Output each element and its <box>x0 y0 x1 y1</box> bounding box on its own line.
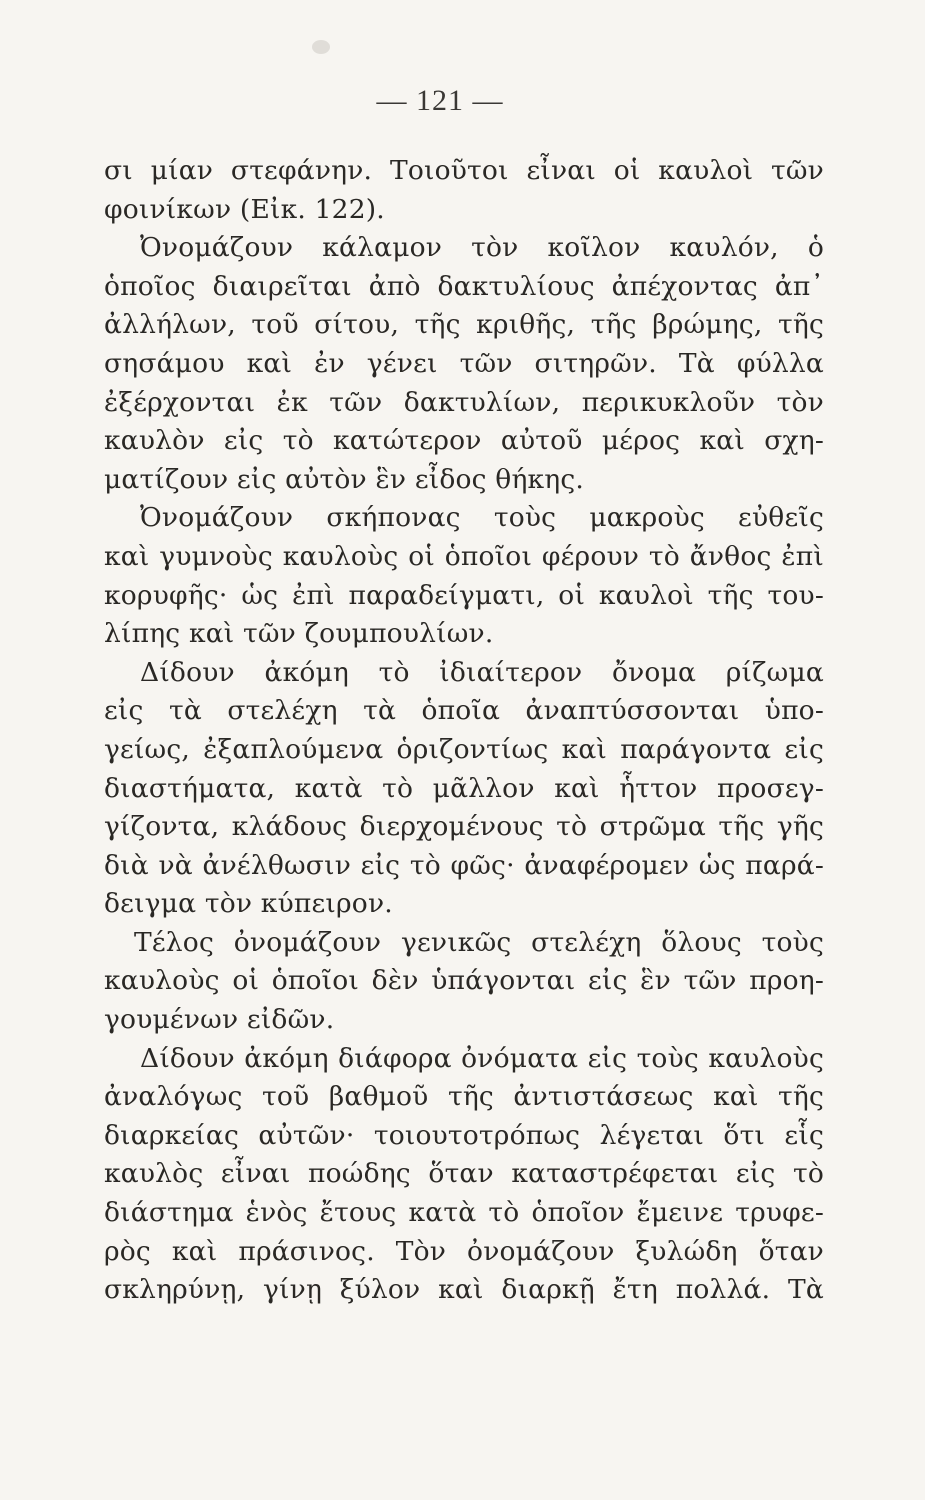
text-line: Δίδουν ἀκόμη διάφορα ὀνόματα εἰς τοὺς καυλοὺς <box>140 1042 824 1074</box>
text-line: Ὀνομάζουν κάλαμον τὸν κοῖλον καυλόν, ὁ <box>140 232 824 264</box>
text-line: ὁποῖος διαιρεῖται ἀπὸ δακτυλίους ἀπέχοντας ἀπ᾽ <box>104 270 824 302</box>
text-line: Δίδουν ἀκόμη τὸ ἰδιαίτερον ὄνομα ρίζωμα <box>140 656 824 688</box>
text-line: σι μίαν στεφάνην. Τοιοῦτοι εἶναι οἱ καυλοὶ τῶν <box>104 155 824 186</box>
text-line: καυλὸς εἶναι ποώδης ὅταν καταστρέφεται εἰς τὸ <box>104 1158 824 1190</box>
text-line: ἐξέρχονται ἐκ τῶν δακτυλίων, περικυκλοῦν τὸν <box>104 386 824 418</box>
text-line: γουμένων εἰδῶν. <box>104 1004 335 1036</box>
text-line: φοινίκων (Εἰκ. 122). <box>104 193 385 225</box>
text-line: σκληρύνῃ, γίνῃ ξύλον καὶ διαρκῇ ἔτη πολλά. Τὰ <box>104 1274 824 1306</box>
text-line: ματίζουν εἰς αὐτὸν ἓν εἶδος θήκης. <box>104 463 585 495</box>
ink-smudge <box>312 40 330 54</box>
text-line: διαρκείας αὐτῶν· τοιουτοτρόπως λέγεται ὅτι εἷς <box>104 1119 824 1151</box>
text-line: Ὀνομάζουν σκήπονας τοὺς μακροὺς εὐθεῖς <box>140 502 824 534</box>
text-line: διάστημα ἑνὸς ἔτους κατὰ τὸ ὁποῖον ἔμεινε τρυφε- <box>104 1197 824 1229</box>
text-line: καυλοὺς οἱ ὁποῖοι δὲν ὑπάγονται εἰς ἓν τῶν προη- <box>104 965 824 997</box>
text-line: γείως, ἐξαπλούμενα ὁριζοντίως καὶ παράγοντα εἰς <box>104 733 824 765</box>
text-line: Τέλος ὀνομάζουν γενικῶς στελέχη ὅλους τοὺς <box>134 926 824 958</box>
text-line: καυλὸν εἰς τὸ κατώτερον αὐτοῦ μέρος καὶ σχη- <box>104 425 824 457</box>
text-line: ρὸς καὶ πράσινος. Τὸν ὀνομάζουν ξυλώδη ὅταν <box>104 1235 824 1267</box>
text-line: λίπης καὶ τῶν ζουμπουλίων. <box>104 618 494 650</box>
text-line: διαστήματα, κατὰ τὸ μᾶλλον καὶ ἧττον προσεγ- <box>104 772 824 804</box>
text-line: καὶ γυμνοὺς καυλοὺς οἱ ὁποῖοι φέρουν τὸ ἄνθος ἐπὶ <box>104 540 824 572</box>
text-line: δειγμα τὸν κύπειρον. <box>104 888 393 920</box>
text-line: ἀναλόγως τοῦ βαθμοῦ τῆς ἀντιστάσεως καὶ τῆς <box>104 1081 824 1113</box>
text-line: ἀλλήλων, τοῦ σίτου, τῆς κριθῆς, τῆς βρώμης, τῆς <box>104 309 824 341</box>
text-line: διὰ νὰ ἀνέλθωσιν εἰς τὸ φῶς· ἀναφέρομεν ὡς παρά- <box>104 849 824 881</box>
text-line: κορυφῆς· ὡς ἐπὶ παραδείγματι, οἱ καυλοὶ τῆς του- <box>104 579 824 611</box>
text-line: εἰς τὰ στελέχη τὰ ὁποῖα ἀναπτύσσονται ὑπο- <box>104 695 824 727</box>
body-text <box>104 152 824 1310</box>
text-line: γίζοντα, κλάδους διερχομένους τὸ στρῶμα τῆς γῆς <box>104 811 824 843</box>
text-line: σησάμου καὶ ἐν γένει τῶν σιτηρῶν. Τὰ φύλλα <box>104 347 824 379</box>
page-number: — 121 — <box>376 84 504 117</box>
